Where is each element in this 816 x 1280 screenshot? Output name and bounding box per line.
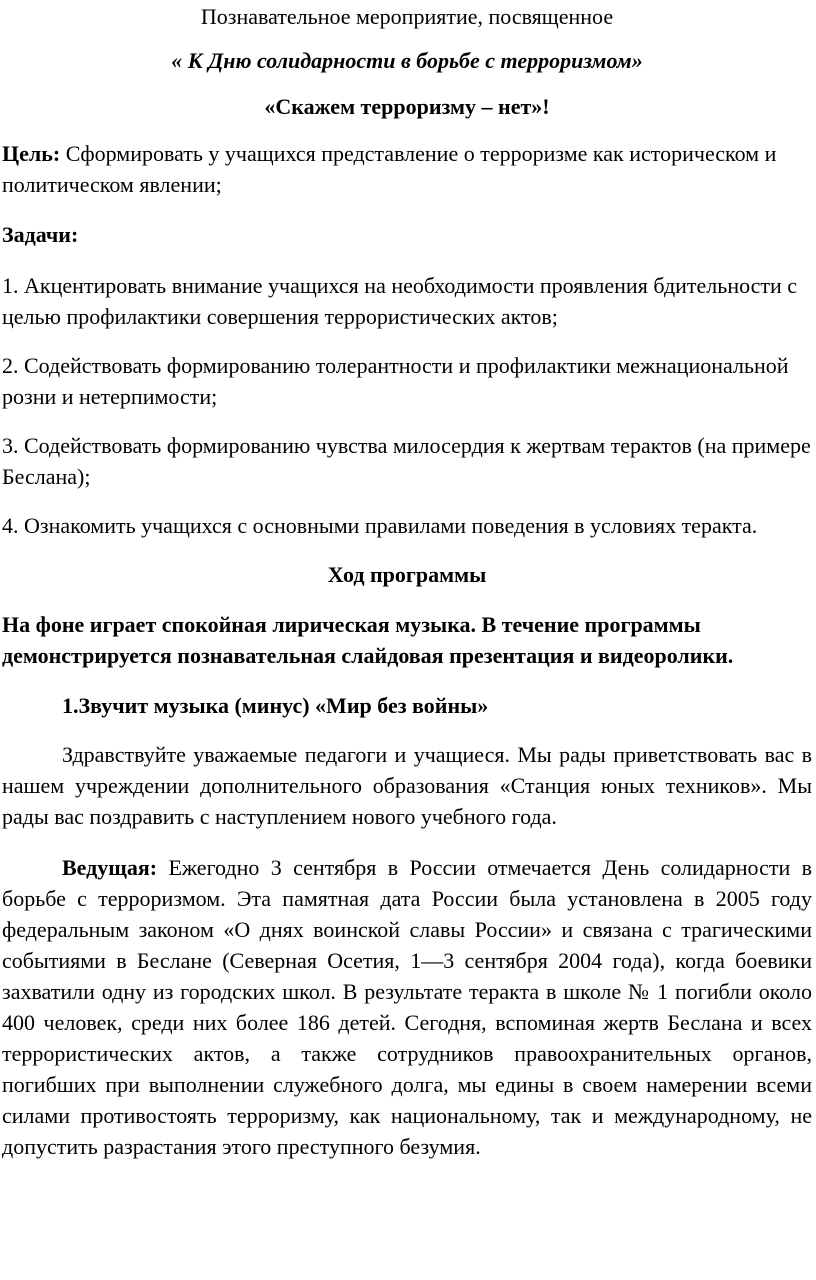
task-item: 2. Содействовать формированию толерантности и профилактики межнациональной розни и нетерпимости; — [2, 353, 789, 409]
goal-label: Цель: — [2, 141, 61, 166]
greeting-paragraph: Здравствуйте уважаемые педагоги и учащиеся. Мы рады приветствовать вас в нашем учреждении дополнительного образования «Станция юных техников». Мы рады вас поздравить с наступлением нового учебного года. — [2, 742, 812, 829]
music-cue: 1.Звучит музыка (минус) «Мир без войны» — [62, 693, 489, 718]
background-note: На фоне играет спокойная лирическая музыка. В течение программы демонстрируется познавательная слайдовая презентация и видеоролики. — [2, 612, 734, 668]
host-speech-paragraph — [2, 852, 812, 1162]
goal-paragraph — [2, 138, 812, 200]
tasks-heading: Задачи: — [2, 222, 79, 247]
event-title-line: Познавательное мероприятие, посвященное — [200, 4, 614, 29]
program-heading: Ход программы — [327, 562, 487, 587]
event-slogan: «Скажем терроризму – нет»! — [264, 94, 550, 119]
goal-text: Сформировать у учащихся представление о терроризме как историческом и политическом явлении; — [2, 141, 777, 197]
task-item: 3. Содействовать формированию чувства милосердия к жертвам терактов (на примере Беслана); — [2, 433, 811, 489]
task-item: 4. Ознакомить учащихся с основными правилами поведения в условиях теракта. — [2, 513, 758, 538]
host-label: Ведущая: — [62, 855, 158, 880]
host-text: Ежегодно 3 сентября в России отмечается День солидарности в борьбе с терроризмом. Эта памятная дата России была установлена в 2005 году федеральным законом «О днях воинской славы России» и связана с трагическими событиями в Беслане (Северная Осетия, 1—3 сентября 2004 года), когда боевики захватили одну из городских школ. В результате теракта в школе № 1 погибли около 400 человек, среди них более 186 детей. Сегодня, вспоминая жертв Беслана и всех террористических актов, а также сотрудников правоохранительных органов, погибших при выполнении служебного долга, мы едины в своем намерении всеми силами противостоять терроризму, как национальному, так и международному, не допустить разрастания этого преступного безумия. — [2, 855, 812, 1159]
task-item: 1. Акцентировать внимание учащихся на необходимости проявления бдительности с целью профилактики совершения террористических актов; — [2, 273, 798, 329]
event-subtitle: « К Дню солидарности в борьбе с терроризмом» — [171, 48, 643, 73]
